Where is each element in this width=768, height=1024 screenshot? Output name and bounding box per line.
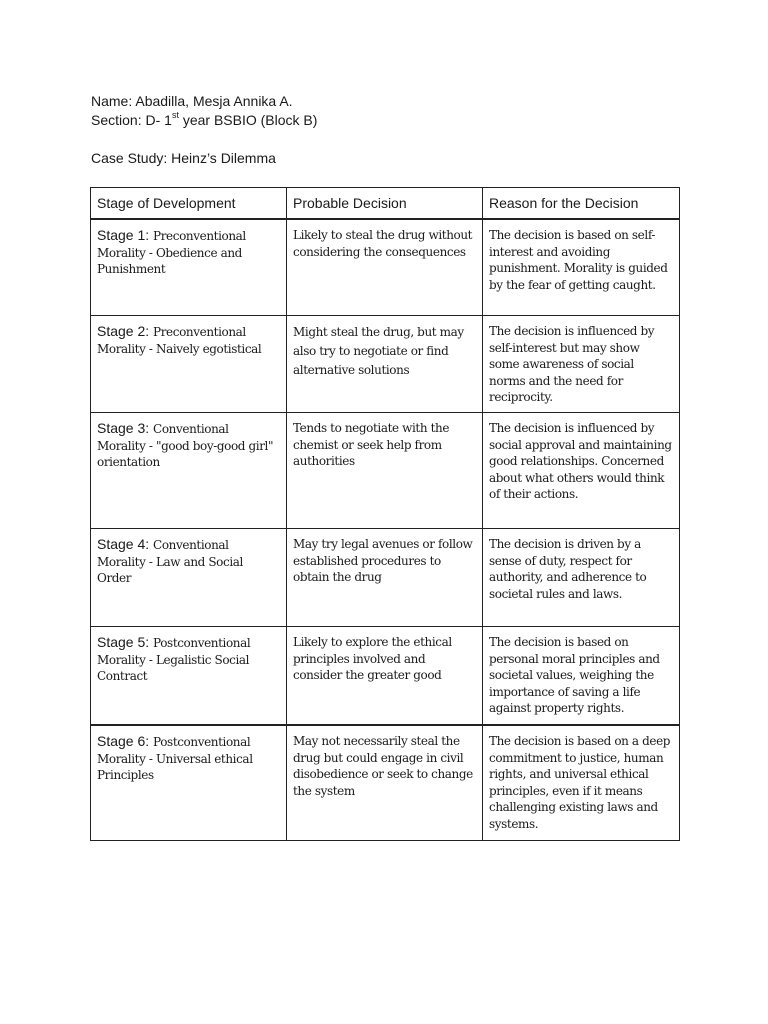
case-study-title: Case Study: Heinz’s Dilemma: [91, 150, 276, 166]
stage-number: Stage 6:: [97, 733, 154, 749]
section-suffix: year BSBIO (Block B): [178, 112, 318, 128]
table-row: [91, 627, 680, 726]
stage-number: Stage 1:: [97, 227, 154, 243]
reason-cell: The decision is influenced by social approval and maintaining good relationships. Concerned about what others would think of their actions.: [483, 413, 680, 529]
section-ordinal-suffix: st: [171, 110, 179, 121]
decision-cell: May not necessarily steal the drug but could engage in civil disobedience or seek to change the system: [287, 725, 483, 841]
header-stage: Stage of Development: [91, 188, 287, 220]
table-row: [91, 725, 680, 841]
document-header: [91, 92, 317, 168]
stage-cell: [91, 529, 287, 627]
table-header-row: [91, 188, 680, 220]
reason-cell: The decision is based on self-interest and avoiding punishment. Morality is guided by the fear of getting caught.: [483, 219, 680, 316]
stage-cell: [91, 219, 287, 316]
stage-number: Stage 2:: [97, 323, 154, 339]
stage-text: Conventional Morality - Law and Social Order: [97, 538, 243, 586]
reason-cell: The decision is based on personal moral principles and societal values, weighing the importance of saving a life against property rights.: [483, 627, 680, 726]
table-row: [91, 413, 680, 529]
stage-text: Preconventional Morality - Naively egotistical: [97, 325, 262, 356]
stage-cell: [91, 316, 287, 413]
table-row: [91, 529, 680, 627]
table-row: [91, 316, 680, 413]
decision-cell: Likely to explore the ethical principles involved and consider the greater good: [287, 627, 483, 726]
reason-cell: The decision is driven by a sense of duty, respect for authority, and adherence to societal rules and laws.: [483, 529, 680, 627]
reason-cell: The decision is based on a deep commitment to justice, human rights, and universal ethical principles, even if it means challenging existing laws and systems.: [483, 725, 680, 841]
stage-number: Stage 3:: [97, 420, 154, 436]
header-reason: Reason for the Decision: [483, 188, 680, 220]
stage-text: Preconventional Morality - Obedience and Punishment: [97, 229, 246, 277]
section-line: [91, 111, 317, 130]
stage-text: Postconventional Morality - Legalistic Social Contract: [97, 636, 251, 684]
decision-cell: Tends to negotiate with the chemist or seek help from authorities: [287, 413, 483, 529]
name-line: Name: Abadilla, Mesja Annika A.: [91, 93, 293, 109]
stage-cell: [91, 413, 287, 529]
stage-text: Conventional Morality - "good boy-good girl" orientation: [97, 422, 274, 470]
reason-cell: The decision is influenced by self-interest but may show some awareness of social norms and the need for reciprocity.: [483, 316, 680, 413]
stage-cell: [91, 627, 287, 726]
stage-cell: [91, 725, 287, 841]
decision-cell: Might steal the drug, but may also try to negotiate or find alternative solutions: [287, 316, 483, 413]
decision-cell: May try legal avenues or follow established procedures to obtain the drug: [287, 529, 483, 627]
stage-number: Stage 4:: [97, 536, 154, 552]
section-prefix: Section: D- 1: [91, 112, 172, 128]
stage-text: Postconventional Morality - Universal ethical Principles: [97, 735, 253, 783]
stage-number: Stage 5:: [97, 634, 154, 650]
header-decision: Probable Decision: [287, 188, 483, 220]
table-row: [91, 219, 680, 316]
kohlberg-stages-table: [90, 187, 680, 841]
decision-cell: Likely to steal the drug without considering the consequences: [287, 219, 483, 316]
